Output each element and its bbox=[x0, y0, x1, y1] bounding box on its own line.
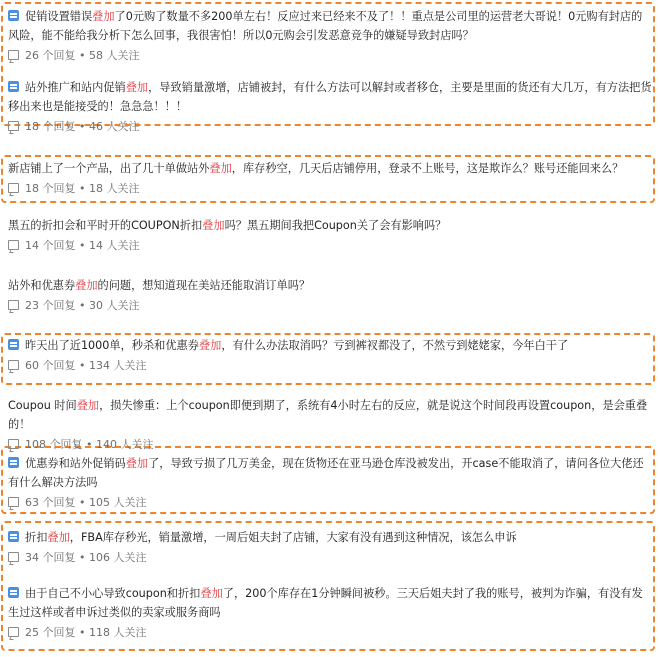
comment-icon bbox=[8, 627, 19, 637]
question-item[interactable] bbox=[8, 528, 652, 566]
question-item[interactable] bbox=[8, 159, 652, 197]
question-icon bbox=[8, 531, 19, 542]
comment-icon bbox=[8, 50, 19, 60]
question-item[interactable] bbox=[8, 216, 652, 254]
question-item[interactable] bbox=[8, 584, 652, 641]
question-title[interactable]: 黑五的折扣会和平时开的COUPON折扣叠加吗？黑五期间我把Coupon关了会有影响吗？ bbox=[8, 219, 447, 232]
question-meta: 18 个回复 • 46 人关注 bbox=[8, 119, 652, 135]
question-item[interactable] bbox=[8, 396, 652, 453]
question-meta: 34 个回复 • 106 人关注 bbox=[8, 550, 652, 566]
question-item[interactable] bbox=[8, 7, 652, 64]
comment-icon bbox=[8, 439, 19, 449]
question-meta: 23 个回复 • 30 人关注 bbox=[8, 298, 652, 314]
question-meta: 108 个回复 • 140 人关注 bbox=[8, 437, 652, 453]
question-item[interactable] bbox=[8, 276, 652, 314]
question-meta: 63 个回复 • 105 人关注 bbox=[8, 495, 652, 511]
question-item[interactable] bbox=[8, 454, 652, 511]
question-title[interactable]: 站外和优惠券叠加的问题，想知道现在美站还能取消订单吗？ bbox=[8, 279, 311, 292]
question-title[interactable]: 新店铺上了一个产品，出了几十单做站外叠加，库存秒空，几天后店铺停用，登录不上账号，这是欺诈么？账号还能回来么？ bbox=[8, 162, 624, 175]
question-meta: 26 个回复 • 58 人关注 bbox=[8, 48, 652, 64]
question-meta: 14 个回复 • 14 人关注 bbox=[8, 238, 652, 254]
question-title[interactable]: 站外推广和站内促销叠加，导致销量激增，店铺被封，有什么方法可以解封或者移仓，主要是里面的货还有大几万，有方法把货移出来也是能接受的！急急急！！！ bbox=[8, 81, 652, 113]
question-icon bbox=[8, 81, 19, 92]
question-icon bbox=[8, 457, 19, 468]
question-title[interactable]: 折扣叠加，FBA库存秒光，销量激增，一周后姐夫封了店铺，大家有没有遇到这种情况，该怎么申诉 bbox=[8, 528, 652, 547]
question-icon bbox=[8, 587, 19, 598]
question-title[interactable]: 由于自己不小心导致coupon和折扣叠加了，200个库存在1分钟瞬间被秒。三天后姐夫封了我的账号，被判为诈骗，有没有发生过这样或者申诉过类似的卖家或服务商吗 bbox=[8, 587, 643, 619]
comment-icon bbox=[8, 121, 19, 131]
question-icon bbox=[8, 10, 19, 21]
question-item[interactable] bbox=[8, 336, 652, 374]
question-title[interactable]: 促销设置错误叠加了0元购了数量不多200单左右！反应过来已经来不及了！！重点是公司里的运营老大哥说！0元购有封店的风险，能不能给我分析下怎么回事，我很害怕！所以0元购会引发恶意竞争的嫌疑导致封店吗？ bbox=[8, 10, 643, 42]
question-icon bbox=[8, 339, 19, 350]
question-title[interactable]: Coupou 时间叠加，损失惨重：上个coupon即便到期了，系统有4小时左右的反应，就是说这个时间段再设置coupon，是会重叠的！ bbox=[8, 399, 648, 431]
comment-icon bbox=[8, 497, 19, 507]
question-item[interactable] bbox=[8, 78, 652, 135]
comment-icon bbox=[8, 360, 19, 370]
comment-icon bbox=[8, 183, 19, 193]
question-meta: 60 个回复 • 134 人关注 bbox=[8, 358, 652, 374]
comment-icon bbox=[8, 300, 19, 310]
question-meta: 18 个回复 • 18 人关注 bbox=[8, 181, 652, 197]
question-title[interactable]: 昨天出了近1000单，秒杀和优惠券叠加，有什么办法取消吗？亏到裤衩都没了，不然亏到姥姥家，今年白干了 bbox=[8, 336, 652, 355]
question-title[interactable]: 优惠券和站外促销码叠加了，导致亏损了几万美金，现在货物还在亚马逊仓库没被发出，开case不能取消了，请问各位大佬还有什么解决方法吗 bbox=[8, 457, 644, 489]
comment-icon bbox=[8, 240, 19, 250]
question-meta: 25 个回复 • 118 人关注 bbox=[8, 625, 652, 641]
comment-icon bbox=[8, 552, 19, 562]
